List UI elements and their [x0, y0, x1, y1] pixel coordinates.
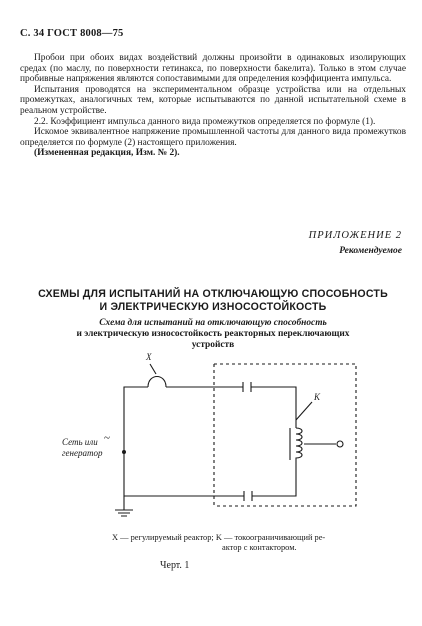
annex-status: Рекомендуемое	[339, 246, 402, 256]
wire-top-right	[166, 387, 296, 428]
scheme-subtitle-line-3: устройств	[191, 339, 235, 350]
contactor-terminal	[337, 441, 343, 447]
source-node	[122, 450, 126, 454]
section-title-line-1: СХЕМЫ ДЛЯ ИСПЫТАНИЙ НА ОТКЛЮЧАЮЩУЮ СПОСОБНОСТЬ	[38, 288, 388, 300]
capacitor-top-plates	[243, 382, 251, 392]
label-k: K	[314, 392, 321, 402]
paragraph-1: Пробои при обоих видах воздействий должны произойти в одинаковых изолирующих средах (по маслу, по поверхности гетинакса, по поверхности бакелита). Только в этом случае пробивные напряжения являются сопоставимыми для определения коэффициента импульса.	[20, 53, 406, 85]
page-header: С. 34 ГОСТ 8008—75	[20, 28, 124, 39]
legend-line-1: X — регулируемый реактор; K — токоограничивающий ре-	[112, 533, 326, 542]
figure-caption: Черт. 1	[160, 560, 190, 571]
ground-symbol	[115, 510, 133, 516]
diagram-legend	[112, 533, 325, 553]
paragraph-4: Искомое эквивалентное напряжение промышленной частоты для данного вида промежутков определяется по формуле (2) настоящего приложения.	[20, 127, 406, 148]
scheme-subtitle-line-2: и электрическую износостойкость реакторных переключающих	[76, 328, 350, 339]
legend-line-2: актор с контактором.	[222, 543, 297, 552]
capacitor-bottom-plates	[244, 491, 252, 501]
label-x: X	[146, 352, 152, 362]
wire-bottom	[124, 472, 244, 496]
reactor-x-arc	[148, 377, 166, 388]
source-label-line-2: генератор	[62, 448, 103, 458]
ac-symbol: ~	[104, 432, 110, 444]
paragraph-2: Испытания проводятся на экспериментальном образце устройства или на отдельных промежутках, аналогичных тем, которые испытываются по данной испытательной схеме в реальном устройстве.	[20, 84, 406, 116]
label-k-leader	[296, 402, 312, 420]
annex-label: ПРИЛОЖЕНИЕ 2	[308, 230, 402, 241]
scheme-subtitle-line-1: Схема для испытаний на отключающую способность	[99, 318, 327, 328]
section-title-line-2: И ЭЛЕКТРИЧЕСКУЮ ИЗНОСОСТОЙКОСТЬ	[99, 301, 327, 313]
source-label-line-1: Сеть или	[62, 437, 98, 447]
reactor-k-coil	[252, 428, 302, 496]
label-x-leader	[150, 364, 156, 374]
wire-top-left	[124, 387, 148, 472]
shielded-enclosure	[214, 364, 356, 506]
revision-note: (Измененная редакция, Изм. № 2).	[34, 148, 180, 159]
paragraph-3: 2.2. Коэффициент импульса данного вида промежутков определяется по формуле (1).	[34, 116, 376, 127]
